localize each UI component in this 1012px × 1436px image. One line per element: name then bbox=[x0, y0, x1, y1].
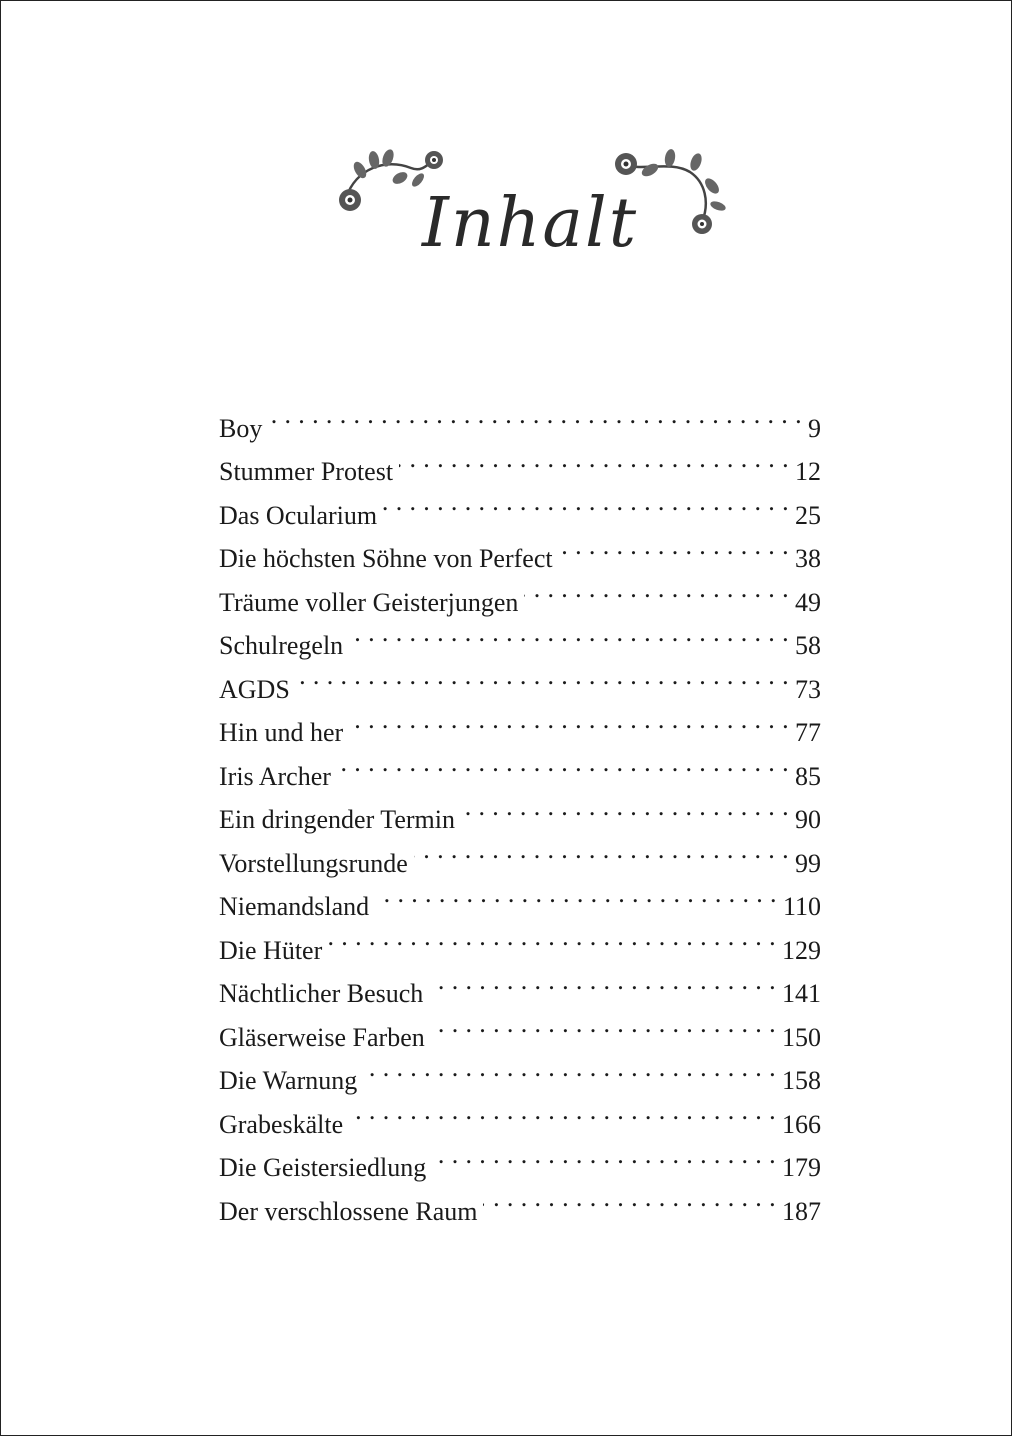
toc-entry-page: 129 bbox=[782, 935, 821, 965]
toc-entry bbox=[219, 698, 821, 747]
toc-leader-dots bbox=[414, 828, 789, 872]
toc-entry-title: Die Warnung bbox=[219, 1066, 358, 1095]
toc-entry-page: 187 bbox=[782, 1196, 821, 1226]
toc-entry-title: Die Hüter bbox=[219, 935, 323, 965]
toc-entry-title: AGDS bbox=[219, 674, 290, 704]
toc-leader-dots bbox=[349, 611, 789, 655]
toc-leader-dots bbox=[337, 741, 789, 785]
toc-entry-page: 158 bbox=[782, 1066, 821, 1095]
toc-entry-title: Träume voller Geisterjungen bbox=[219, 587, 519, 617]
toc-leader-dots bbox=[375, 872, 777, 916]
toc-leader-dots bbox=[483, 1176, 776, 1220]
page-header bbox=[300, 130, 760, 290]
toc-entry-title: Nächtlicher Besuch bbox=[219, 979, 424, 1008]
toc-leader-dots bbox=[461, 785, 789, 829]
toc-entry-page: 49 bbox=[795, 587, 821, 617]
toc-entry-title: Stummer Protest bbox=[219, 457, 394, 486]
toc-entry-title: Boy bbox=[219, 413, 263, 443]
toc-entry-page: 58 bbox=[795, 631, 821, 660]
toc-entry-title: Gläserweise Farben bbox=[219, 1022, 425, 1052]
toc-entry-page: 90 bbox=[795, 805, 821, 834]
toc-leader-dots bbox=[349, 1089, 776, 1133]
toc-leader-dots bbox=[268, 393, 802, 437]
toc-entry-page: 9 bbox=[808, 413, 821, 443]
toc-leader-dots bbox=[559, 524, 789, 568]
toc-leader-dots bbox=[429, 959, 776, 1003]
toc-leader-dots bbox=[524, 567, 789, 611]
toc-leader-dots bbox=[432, 1133, 776, 1177]
toc-leader-dots bbox=[383, 480, 789, 524]
toc-entry-title: Der verschlossene Raum bbox=[219, 1196, 478, 1226]
toc-entry-page: 150 bbox=[782, 1022, 821, 1052]
toc-entry-title: Schulregeln bbox=[219, 631, 344, 660]
toc-entry-page: 38 bbox=[795, 544, 821, 573]
toc-entry-title: Die höchsten Söhne von Perfect bbox=[219, 544, 553, 573]
toc-entry bbox=[219, 393, 821, 443]
toc-entry-page: 110 bbox=[782, 892, 821, 921]
toc-entry-page: 179 bbox=[782, 1153, 821, 1182]
toc-entry-title: Vorstellungsrunde bbox=[219, 848, 408, 878]
toc-entry-title: Hin und her bbox=[219, 718, 344, 747]
toc-entry-page: 73 bbox=[795, 674, 821, 704]
toc-leader-dots bbox=[363, 1046, 776, 1090]
toc-entry-title: Das Ocularium bbox=[219, 500, 378, 530]
toc-leader-dots bbox=[328, 915, 776, 959]
toc-entry bbox=[219, 654, 821, 704]
toc-leader-dots bbox=[431, 1002, 776, 1046]
table-of-contents bbox=[219, 393, 821, 1226]
toc-entry-page: 77 bbox=[795, 718, 821, 747]
toc-entry-page: 85 bbox=[795, 761, 821, 791]
page-title: Inhalt bbox=[421, 184, 639, 263]
toc-leader-dots bbox=[399, 437, 789, 481]
toc-entry-page: 25 bbox=[795, 500, 821, 530]
toc-entry-page: 99 bbox=[795, 848, 821, 878]
toc-leader-dots bbox=[349, 698, 789, 742]
toc-entry-title: Grabeskälte bbox=[219, 1109, 344, 1139]
toc-entry-title: Iris Archer bbox=[219, 761, 331, 791]
toc-entry bbox=[219, 437, 821, 486]
toc-entry-title: Niemandsland bbox=[219, 892, 370, 921]
toc-entry-title: Ein dringender Termin bbox=[219, 805, 455, 834]
toc-entry-title: Die Geistersiedlung bbox=[219, 1153, 427, 1182]
toc-entry-page: 141 bbox=[782, 979, 821, 1008]
toc-entry-page: 12 bbox=[795, 457, 821, 486]
toc-entry-page: 166 bbox=[782, 1109, 821, 1139]
toc-leader-dots bbox=[296, 654, 789, 698]
